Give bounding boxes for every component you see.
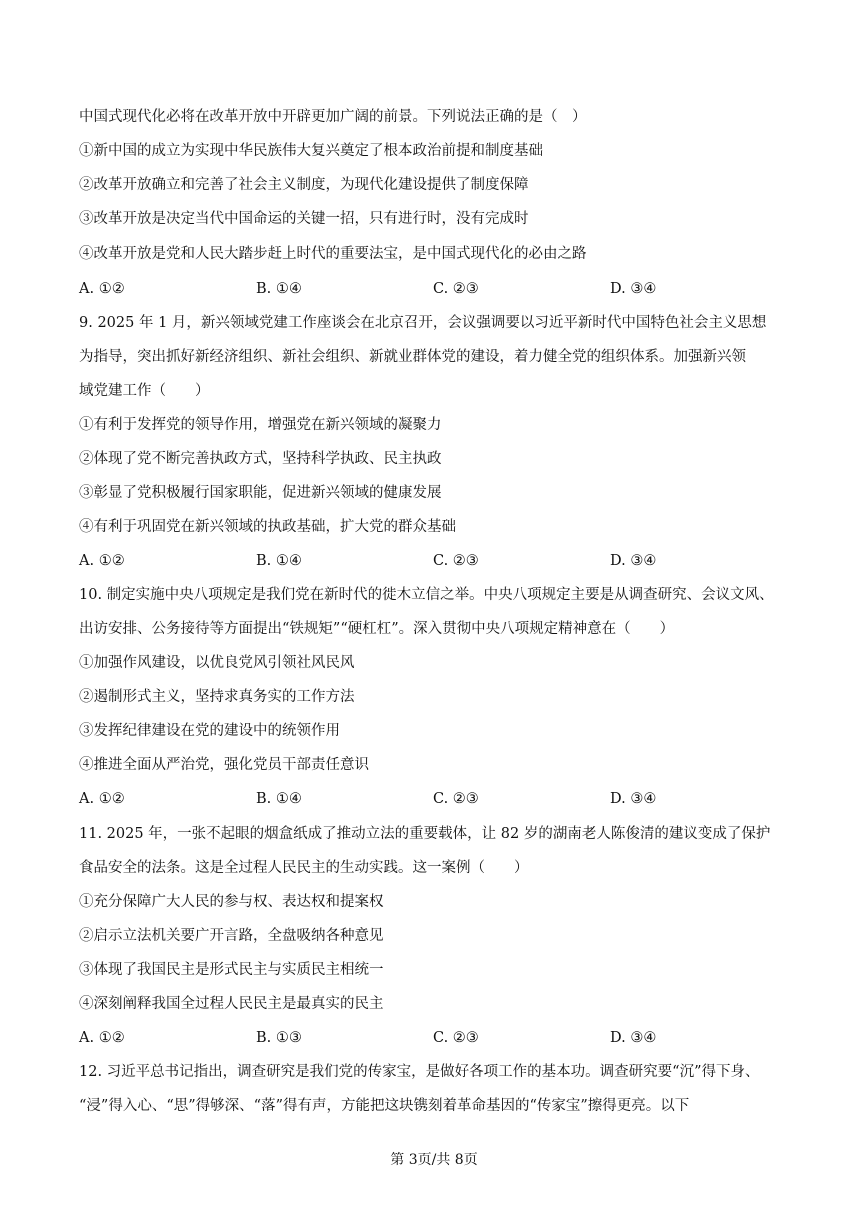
q11-statement-4: ④深刻阐释我国全过程人民民主是最真实的民主 [79, 996, 384, 1012]
q9-stem-line-3: 域党建工作（ ） [79, 383, 210, 399]
q8-option-d[interactable]: D. ③④ [610, 281, 657, 297]
q11-option-d[interactable]: D. ③④ [610, 1030, 657, 1046]
q9-statement-4: ④有利于巩固党在新兴领域的执政基础，扩大党的群众基础 [79, 519, 456, 535]
page-number-footer: 第 3页/共 8页 [390, 1152, 478, 1168]
q12-stem-line-1: 12. 习近平总书记指出，调查研究是我们党的传家宝，是做好各项工作的基本功。调查研究要“沉”得下身、 [79, 1064, 760, 1080]
q8-statement-3: ③改革开放是决定当代中国命运的关键一招，只有进行时，没有完成时 [79, 211, 529, 227]
q10-option-c[interactable]: C. ②③ [433, 791, 479, 807]
q9-stem-line-1: 9. 2025 年 1 月，新兴领域党建工作座谈会在北京召开，会议强调要以习近平新时代中国特色社会主义思想 [79, 315, 767, 331]
q9-option-a[interactable]: A. ①② [79, 553, 125, 569]
q10-statement-2: ②遏制形式主义，坚持求真务实的工作方法 [79, 689, 355, 705]
q11-statement-3: ③体现了我国民主是形式民主与实质民主相统一 [79, 962, 384, 978]
q9-statement-1: ①有利于发挥党的领导作用，增强党在新兴领域的凝聚力 [79, 417, 442, 433]
q10-statement-3: ③发挥纪律建设在党的建设中的统领作用 [79, 723, 340, 739]
q11-statement-2: ②启示立法机关要广开言路，全盘吸纳各种意见 [79, 928, 384, 944]
q9-option-b[interactable]: B. ①④ [256, 553, 302, 569]
q12-stem-line-2: “浸”得入心、“思”得够深、“落”得有声，方能把这块镌刻着革命基因的“传家宝”擦得更亮。以下 [79, 1098, 690, 1114]
q11-stem-line-2: 食品安全的法条。这是全过程人民民主的生动实践。这一案例（ ） [79, 860, 529, 876]
q10-statement-4: ④推进全面从严治党，强化党员干部责任意识 [79, 757, 369, 773]
q11-option-c[interactable]: C. ②③ [433, 1030, 479, 1046]
q10-stem-line-2: 出访安排、公务接待等方面提出“铁规矩”“硬杠杠”。深入贯彻中央八项规定精神意在（ ） [79, 621, 675, 637]
q11-option-b[interactable]: B. ①③ [256, 1030, 302, 1046]
q9-option-d[interactable]: D. ③④ [610, 553, 657, 569]
q10-option-a[interactable]: A. ①② [79, 791, 125, 807]
q11-statement-1: ①充分保障广大人民的参与权、表达权和提案权 [79, 894, 384, 910]
q9-option-c[interactable]: C. ②③ [433, 553, 479, 569]
q8-statement-1: ①新中国的成立为实现中华民族伟大复兴奠定了根本政治前提和制度基础 [79, 143, 543, 159]
q8-statement-2: ②改革开放确立和完善了社会主义制度，为现代化建设提供了制度保障 [79, 177, 529, 193]
q8-option-a[interactable]: A. ①② [79, 281, 125, 297]
q11-option-a[interactable]: A. ①② [79, 1030, 125, 1046]
q10-stem-line-1: 10. 制定实施中央八项规定是我们党在新时代的徙木立信之举。中央八项规定主要是从调查研究、会议文风、 [79, 587, 774, 603]
q10-statement-1: ①加强作风建设，以优良党风引领社风民风 [79, 655, 355, 671]
q11-stem-line-1: 11. 2025 年，一张不起眼的烟盒纸成了推动立法的重要载体，让 82 岁的湖南老人陈俊清的建议变成了保护 [79, 826, 771, 842]
q9-stem-line-2: 为指导，突出抓好新经济组织、新社会组织、新就业群体党的建设，着力健全党的组织体系。加强新兴领 [79, 349, 746, 365]
q10-option-b[interactable]: B. ①④ [256, 791, 302, 807]
q9-statement-3: ③彰显了党积极履行国家职能，促进新兴领域的健康发展 [79, 485, 442, 501]
q8-option-c[interactable]: C. ②③ [433, 281, 479, 297]
q8-stem: 中国式现代化必将在改革开放中开辟更加广阔的前景。下列说法正确的是（ ） [79, 109, 587, 125]
q8-statement-4: ④改革开放是党和人民大踏步赶上时代的重要法宝，是中国式现代化的必由之路 [79, 246, 587, 262]
q9-statement-2: ②体现了党不断完善执政方式，坚持科学执政、民主执政 [79, 451, 442, 467]
q8-option-b[interactable]: B. ①④ [256, 281, 302, 297]
q10-option-d[interactable]: D. ③④ [610, 791, 657, 807]
